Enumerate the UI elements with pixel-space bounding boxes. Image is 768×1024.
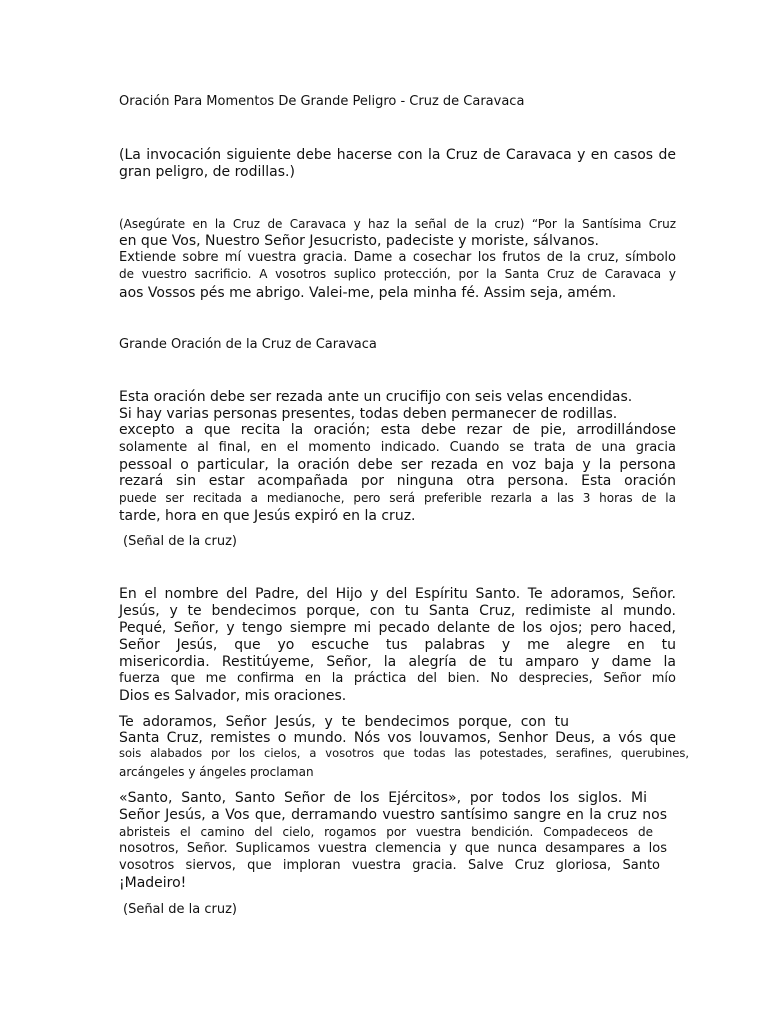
prayer1-line: de vuestro sacrificio. A vosotros suplico protección, por la Santa Cruz de Caravaca y xyxy=(119,267,676,281)
instructions-line: puede ser recitada a medianoche, pero será preferible rezarla a las 3 horas de la xyxy=(119,491,676,505)
instructions-line: solamente al final, en el momento indicado. Cuando se trata de una gracia xyxy=(119,440,676,455)
prayer4-line: vosotros siervos, que imploran vuestra gracia. Salve Cruz gloriosa, Santo xyxy=(119,858,660,873)
instructions-line: Si hay varias personas presentes, todas deben permanecer de rodillas. xyxy=(119,406,618,422)
prayer2-line: fuerza que me confirma en la práctica del bien. No desprecies, Señor mío xyxy=(119,671,676,686)
prayer4-line: «Santo, Santo, Santo Señor de los Ejércitos», por todos los siglos. Mi xyxy=(119,790,647,806)
prayer4-line: Señor Jesús, a Vos que, derramando vuestro santísimo sangre en la cruz nos xyxy=(119,807,667,823)
sign-of-cross-label: (Señal de la cruz) xyxy=(123,534,237,549)
section-subtitle: Grande Oración de la Cruz de Caravaca xyxy=(119,337,377,352)
intro-line: (La invocación siguiente debe hacerse con la Cruz de Caravaca y en casos de xyxy=(119,147,676,163)
instructions-line: pessoal o particular, la oración debe ser rezada en voz baja y la persona xyxy=(119,457,676,473)
instructions-line: tarde, hora en que Jesús expiró en la cruz. xyxy=(119,508,416,524)
prayer1-line: aos Vossos pés me abrigo. Valei-me, pela minha fé. Assim seja, amém. xyxy=(119,285,617,301)
prayer4-line: ¡Madeiro! xyxy=(119,875,187,891)
prayer2-line: misericordia. Restitúyeme, Señor, la alegría de tu amparo y dame la xyxy=(119,654,676,670)
prayer2-line: En el nombre del Padre, del Hijo y del Espíritu Santo. Te adoramos, Señor. xyxy=(119,586,676,602)
prayer4-line: abristeis el camino del cielo, rogamos por vuestra bendición. Compadeceos de xyxy=(119,825,653,839)
instructions-line: Esta oración debe ser rezada ante un crucifijo con seis velas encendidas. xyxy=(119,389,633,405)
prayer1-line: (Asegúrate en la Cruz de Caravaca y haz la señal de la cruz) “Por la Santísima Cruz xyxy=(119,217,676,231)
instructions-line: excepto a que recita la oración; esta debe rezar de pie, arrodillándose xyxy=(119,422,676,438)
prayer2-line: Pequé, Señor, y tengo siempre mi pecado delante de los ojos; pero haced, xyxy=(119,620,676,636)
prayer2-line: Señor Jesús, que yo escuche tus palabras y me alegre en tu xyxy=(119,637,676,653)
prayer3-line: sois alabados por los cielos, a vosotros que todas las potestades, serafines, querubines, xyxy=(119,746,689,760)
prayer1-line: Extiende sobre mí vuestra gracia. Dame a cosechar los frutos de la cruz, símbolo xyxy=(119,250,676,265)
prayer2-line: Dios es Salvador, mis oraciones. xyxy=(119,688,347,704)
intro-line: gran peligro, de rodillas.) xyxy=(119,164,295,180)
prayer4-line: nosotros, Señor. Suplicamos vuestra clemencia y que nunca desampares a los xyxy=(119,841,667,856)
prayer2-line: Jesús, y te bendecimos porque, con tu Santa Cruz, redimiste al mundo. xyxy=(119,603,676,619)
document-title: Oración Para Momentos De Grande Peligro - Cruz de Caravaca xyxy=(119,94,525,109)
sign-of-cross-label: (Señal de la cruz) xyxy=(123,902,237,917)
prayer3-line: arcángeles y ángeles proclaman xyxy=(119,765,314,779)
prayer3-line: Te adoramos, Señor Jesús, y te bendecimos porque, con tu xyxy=(119,714,569,730)
prayer1-line: en que Vos, Nuestro Señor Jesucristo, padeciste y moriste, sálvanos. xyxy=(119,233,599,249)
prayer3-line: Santa Cruz, remistes o mundo. Nós vos louvamos, Senhor Deus, a vós que xyxy=(119,730,676,746)
instructions-line: rezará sin estar acompañada por ninguna otra persona. Esta oración xyxy=(119,473,676,489)
